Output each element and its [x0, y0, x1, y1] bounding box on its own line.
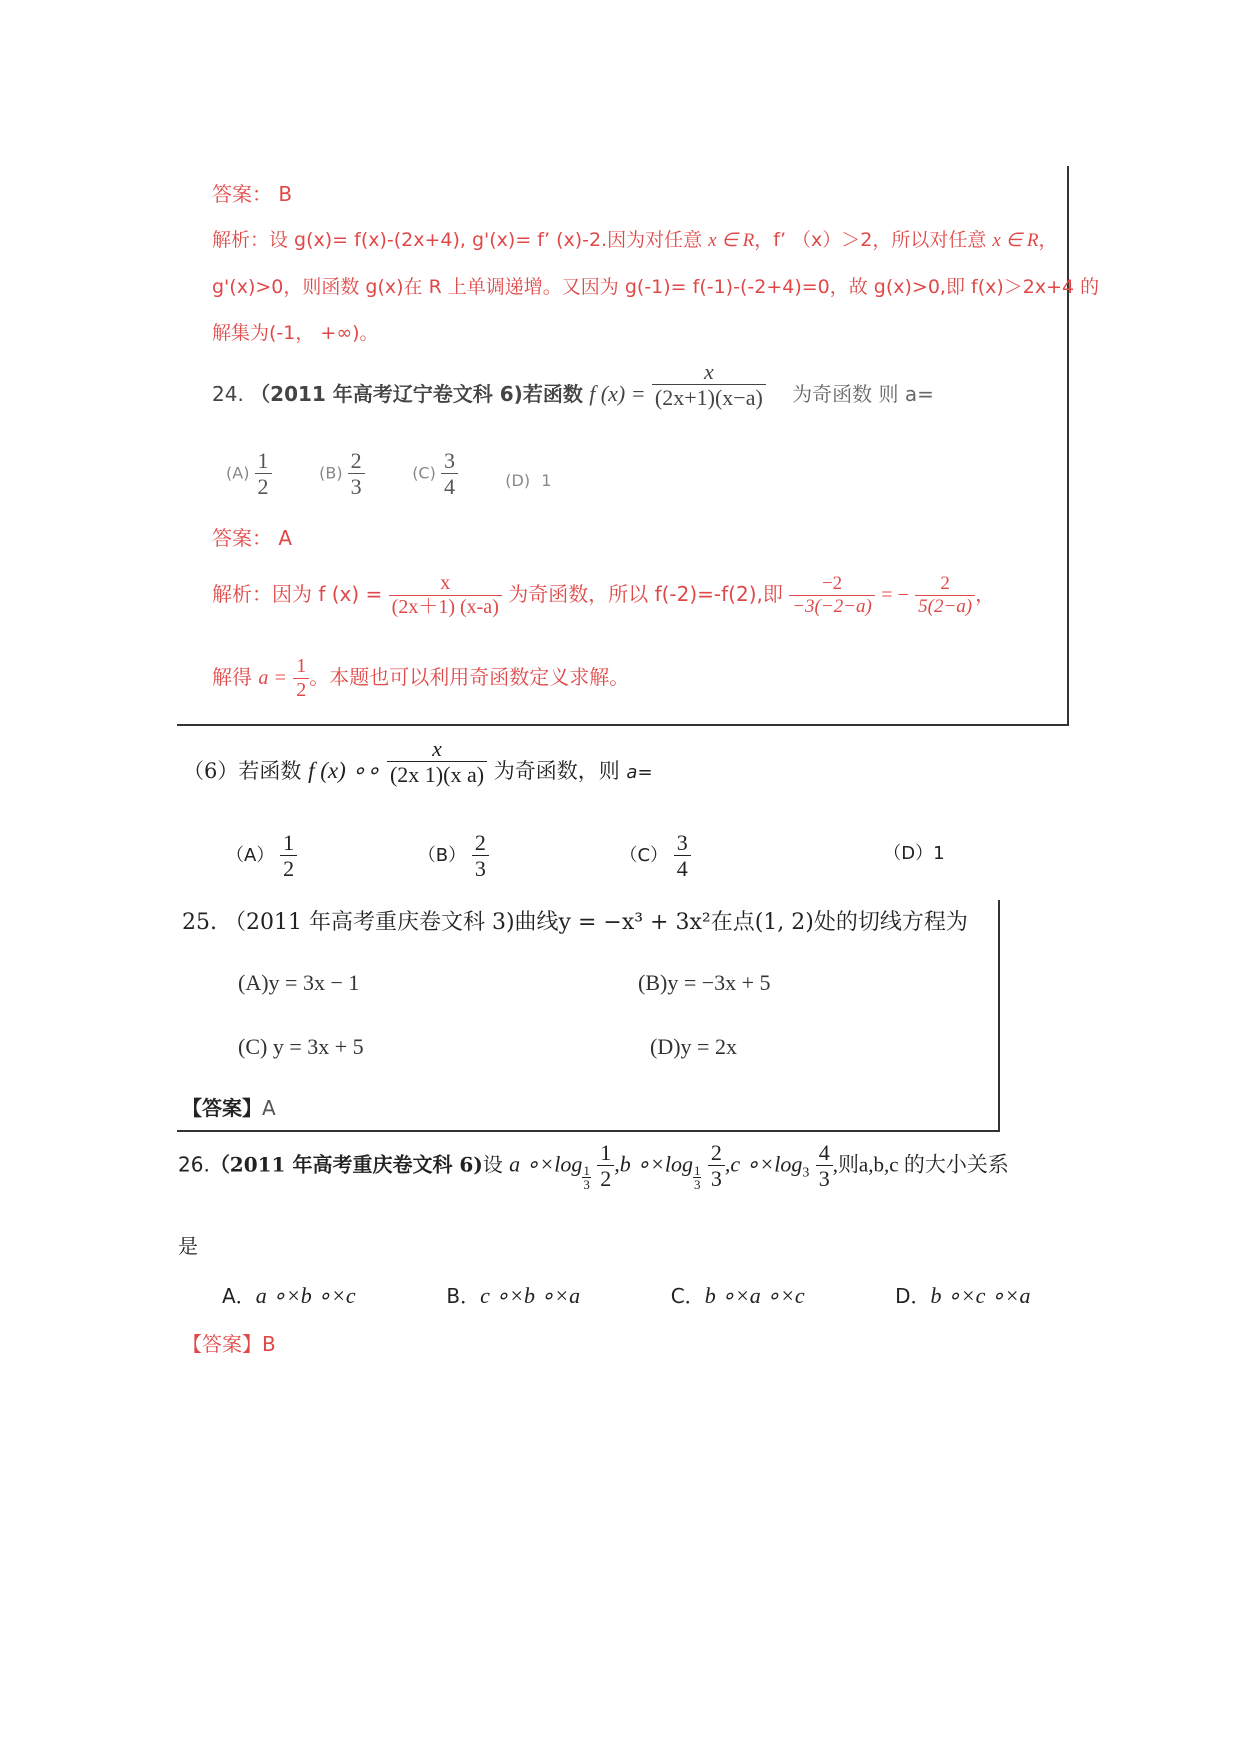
q23-answer: 答案： B: [212, 182, 293, 206]
q23-analysis-line3: 解集为(-1， +∞)。: [212, 322, 379, 344]
q25-option-a: (A)y = 3x − 1: [238, 970, 360, 995]
q23-analysis-line1: 解析：设 g(x)= f(x)-(2x+4), g'(x)= f’ (x)-2.因为对任意 x ∈ R，f’ （x）＞2，所以对任意 x ∈ R，: [212, 229, 1058, 251]
q24-analysis-line1: 解析：因为 f (x) = $\frac{x}{(2x+1) (x-a)}$ 为奇函数，所以 f(-2)=-f(2),即 $\frac{-2}{-3(-2-a)}$ = − $\frac{2}{5(2-a)}$ ，: [212, 572, 996, 618]
q26-question-line2: 是: [178, 1234, 198, 1258]
q6-options: （A） $\frac{1}{2}$ （B） $\frac{2}{3}$ （C） $\frac{3}{4}$ （D）1: [226, 830, 945, 882]
q23-analysis-line2: g'(x)>0，则函数 g(x)在 R 上单调递增。又因为 g(-1)= f(-1)-(-2+4)=0，故 g(x)>0,即 f(x)＞2x+4 的: [212, 276, 1100, 298]
q24-question: 24. （2011 年高考辽宁卷文科 6)若函数 f (x) = $\frac{x}{(2x+1)(x-a)}$ 为奇函数 则 a=: [212, 358, 934, 410]
q24-answer: 答案： A: [212, 526, 293, 550]
q26-question: 26.（2011 年高考重庆卷文科 6)设 a ∘×log $\frac{1}{3}$ $\frac{1}{2}$ ,b ∘×log $\frac{1}{3}$ $\frac{2}{3}$ ,c $\circ\times\log_3$ $\frac{4}{3}$ ,则a,b,c 的大小关系: [178, 1140, 1009, 1193]
q24-options: (A) $\frac{1}{2}$ (B) $\frac{2}{3}$ (C) $\frac{3}{4}$ (D) 1: [226, 448, 552, 500]
q25-option-c: (C) y = 3x + 5: [238, 1034, 364, 1059]
q25-answer: 【答案】A: [182, 1096, 276, 1120]
q25-option-b: (B)y = −3x + 5: [638, 970, 771, 995]
q25-question: 25. （2011 年高考重庆卷文科 3)曲线y = −x³ + 3x²在点(1, 2)处的切线方程为: [182, 910, 968, 935]
q24-analysis-line2: 解得 a = $\frac{1}{2}$ 。本题也可以利用奇函数定义求解。: [212, 655, 630, 701]
q26-options: A．a ∘×b ∘×c B．c ∘×b ∘×a C．b ∘×a ∘×c D．b ∘×c ∘×a: [222, 1283, 1031, 1308]
q25-option-d: (D)y = 2x: [650, 1034, 737, 1059]
q26-answer: 【答案】B: [182, 1332, 276, 1356]
q6-question: （6）若函数 f (x) ∘∘ $\frac{x}{\text{(2x 1)(x a)}}$ 为奇函数，则 a=: [183, 735, 653, 787]
